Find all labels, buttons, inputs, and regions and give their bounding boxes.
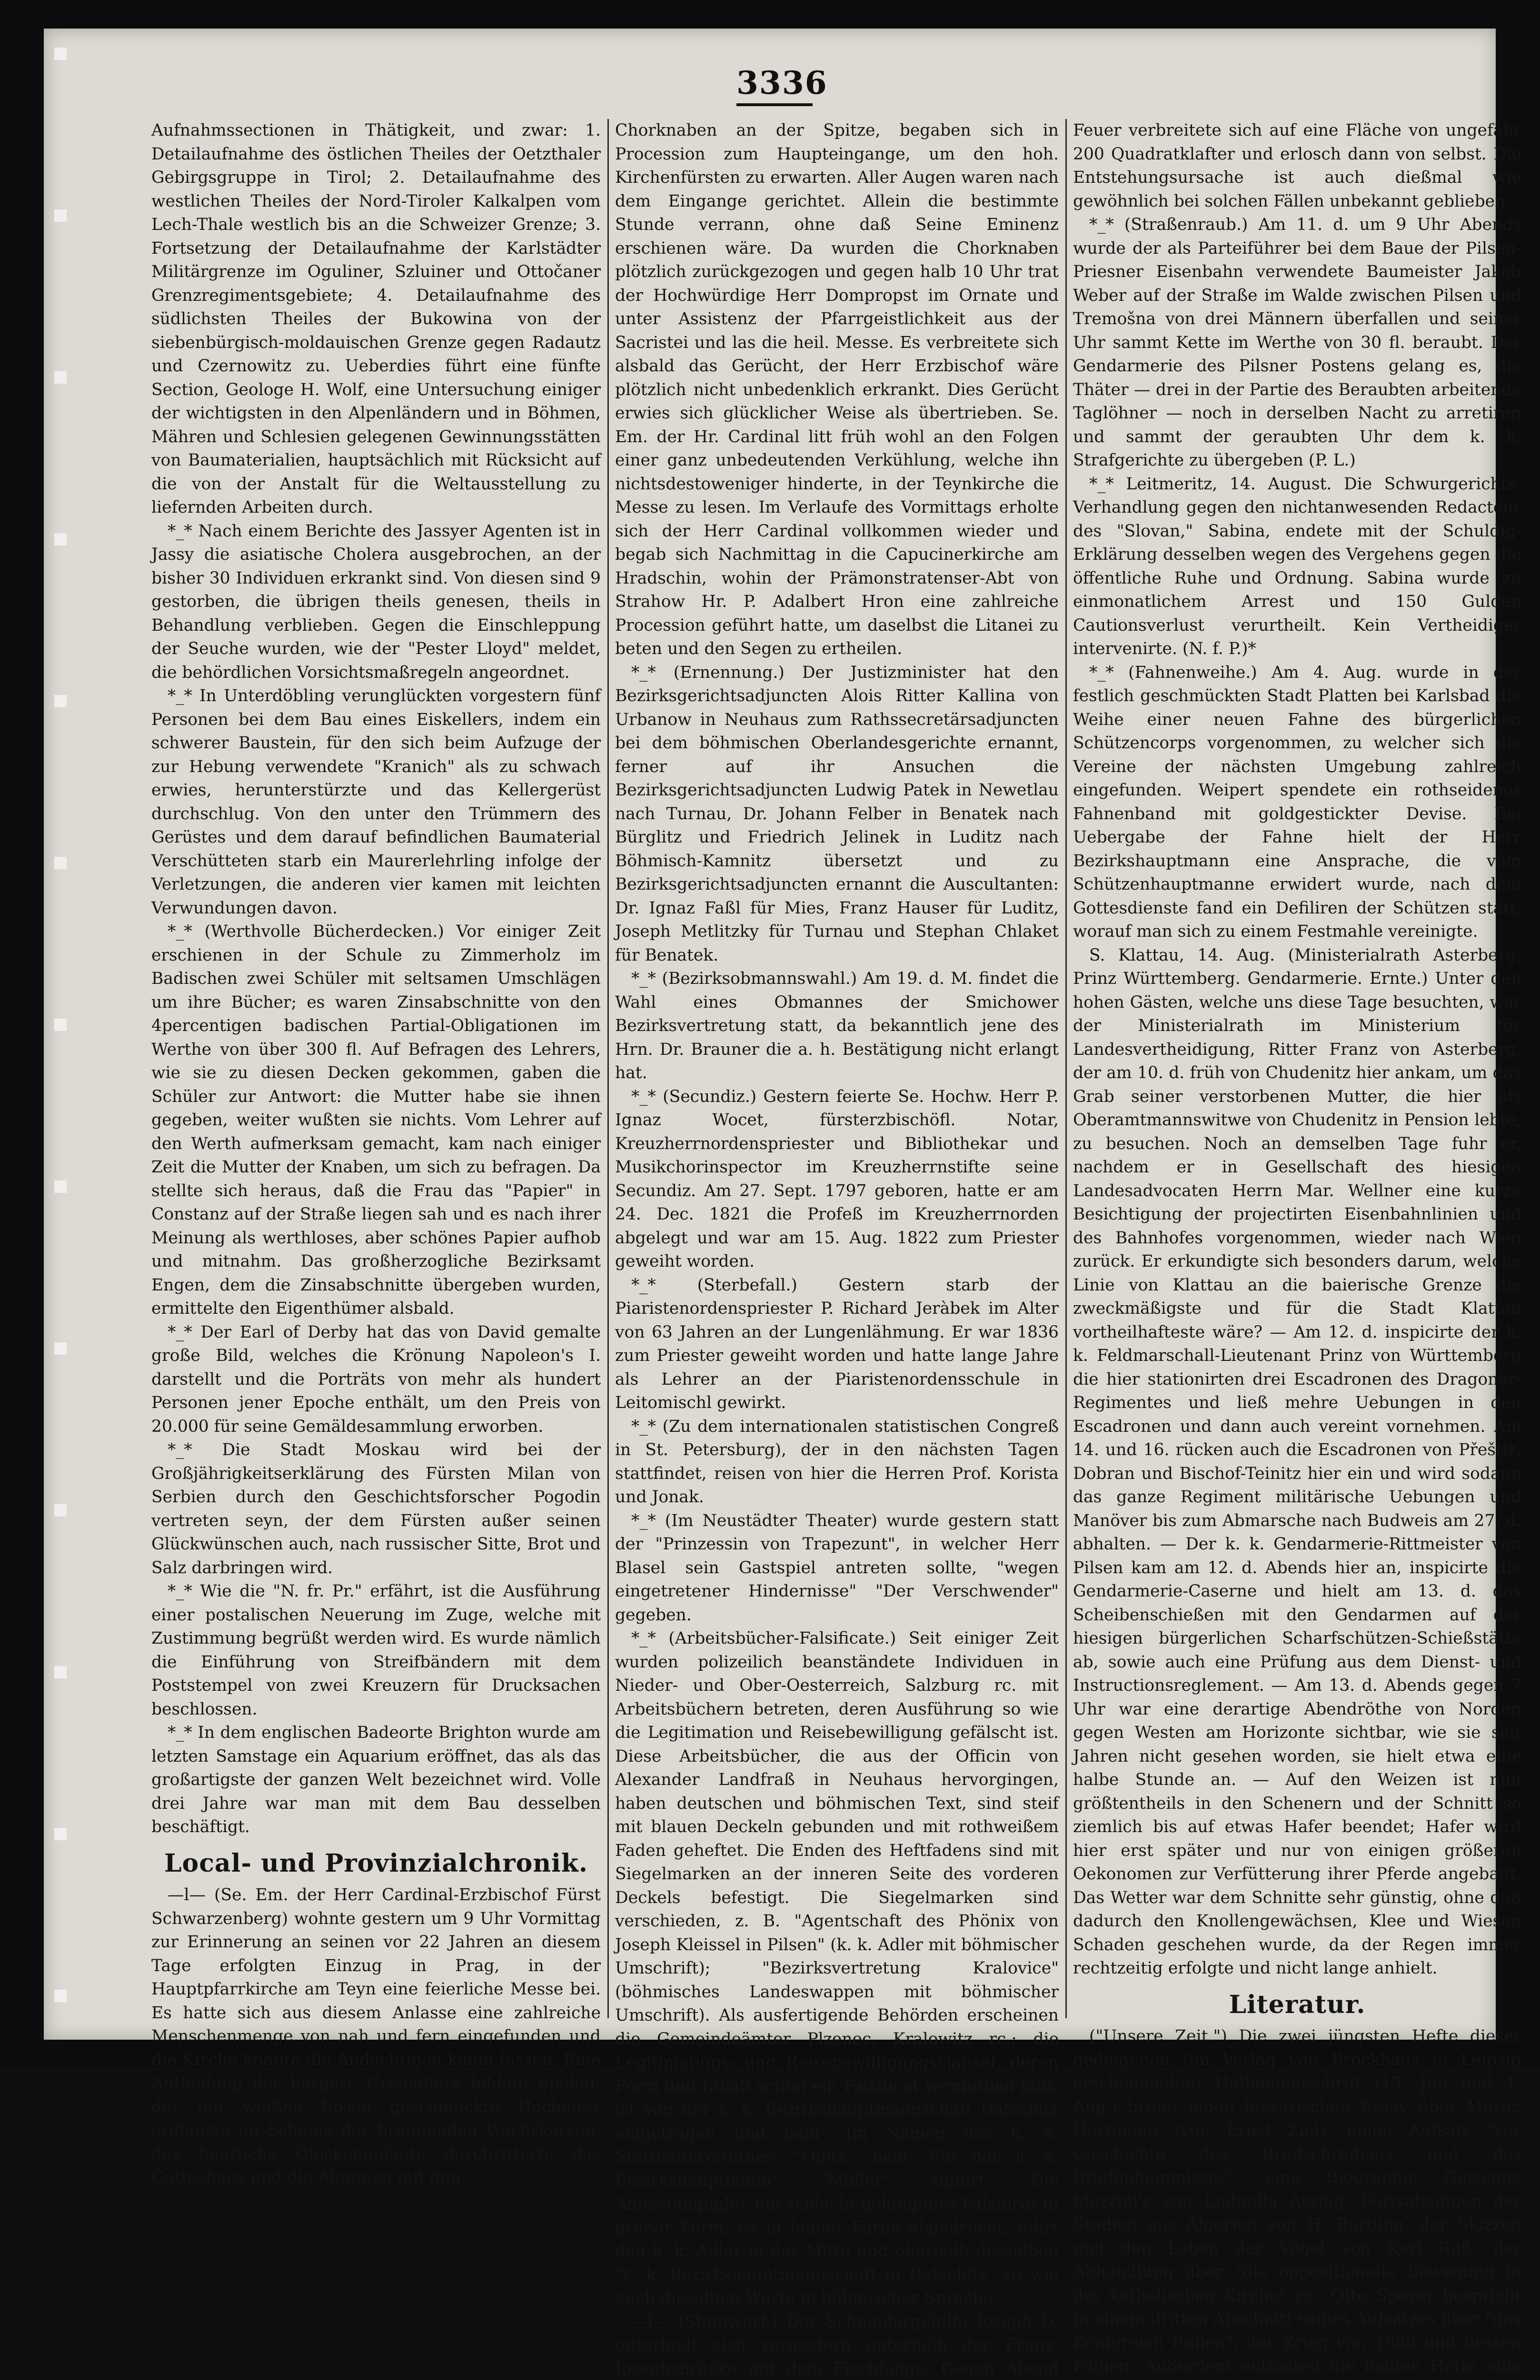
article-postal-bands: *_* Wie die "N. fr. Pr." erfährt, ist die Ausführung einer postalischen Neuerung im Zuge, welche mit Zustimmung begrüßt werden wird. Es wurde nämlich die Einführung von Streifbändern mit dem Poststempel von zwei Kreuzern für Drucksachen beschlossen. [151, 1580, 601, 1721]
column-middle [615, 119, 1059, 2013]
article-klattau-report: S. Klattau, 14. Aug. (Ministerialrath Asterberg. Prinz Württemberg. Gendarmerie. Ernte.) Unter den hohen Gästen, welche uns diese Tage besuchten, war der Ministerialrath im Ministerium für Landesvertheidigung, Ritter Franz von Asterberg, der am 10. d. früh von Chudenitz hier ankam, um das Grab seiner verstorbenen Mutter, die hier als Oberamtmannswitwe von Chudenitz in Pension lebte, zu besuchen. Noch an demselben Tage fuhr er, nachdem er in Gesellschaft des hiesigen Landesadvocaten Herrn Mar. Wellner eine kurze Besichtigung der projectirten Eisenbahnlinien und des Bahnhofes vorgenommen, wieder nach Wien zurück. Er erkundigte sich besonders darum, welche Linie von Klattau an die baierische Grenze die zweckmäßigste und für die Stadt Klattau vortheilhafteste wäre? — Am 12. d. inspicirte der k. k. Feldmarschall-Lieutenant Prinz von Württemberg die hier stationirten drei Escadronen des Dragoner-Regimentes und ließ mehre Uebungen in den Escadronen und dann auch vereint vornehmen. Am 14. und 16. rücken auch die Escadronen von Přeštiz, Dobran und Bischof-Teinitz hier ein und wird sodann das ganze Regiment militärische Uebungen und Manöver bis zum Abmarsche nach Budweis am 27. d. abhalten. — Der k. k. Gendarmerie-Rittmeister von Pilsen kam am 12. d. Abends hier an, inspicirte die Gendarmerie-Caserne und hielt am 13. d. das Scheibenschießen mit den Gendarmen auf der hiesigen bürgerlichen Scharfschützen-Schießstätte ab, sowie auch eine Prüfung aus dem Dienst- und Instructionsreglement. — Am 13. d. Abends gegen 7 Uhr war eine derartige Abendröthe von Norden gegen Westen am Horizonte sichtbar, wie sie seit Jahren nicht gesehen worden, sie hielt etwa eine halbe Stunde an. — Auf den Weizen ist nun größtentheils in den Schenern und der Schnitt so ziemlich bis auf etwas Hafer beendet; Hafer wird hier erst später und nur von einigen größeren Oekonomen zur Verfütterung ihrer Pferde angebaut. Das Wetter war dem Schnitte sehr günstig, ohne daß dadurch den Knollengewächsen, Klee und Wiesen Schaden geschehen wurde, da der Regen immer rechtzeitig erfolgte und nicht lange anhielt. [1073, 944, 1521, 1981]
page-number: 3336 [736, 64, 813, 106]
film-hole [54, 1180, 67, 1193]
article-forged-workbooks: *_* (Arbeitsbücher-Falsificate.) Seit einiger Zeit wurden polizeilich beanständete Individuen in Nieder- und Ober-Oesterreich, Salzburg rc. mit Arbeitsbüchern betreten, deren Ausführung so wie die Legitimation und Reisebewilligung gefälscht ist. Diese Arbeitsbücher, die aus der Officin von Alexander Landfraß in Neuhaus hervorgingen, haben deutschen und böhmischen Text, sind steif mit blauen Deckeln gebunden und mit rothweißem Faden geheftet. Die Enden des Heftfadens sind mit Siegelmarken an der inneren Seite des vorderen Deckels befestigt. Die Siegelmarken sind verschieden, z. B. "Agentschaft des Phönix von Joseph Kleissel in Pilsen" (k. k. Adler mit böhmischer Umschrift); "Bezirksvertretung Kralovice" (böhmisches Landeswappen mit böhmischer Umschrift). Als ausfertigende Behörden erscheinen die Gemeindeämter Plzenec, Kralowitz rc.; die Legitimations- und Reisebewilligungsclausel, deren Form und Inhalt schon ein Falsificat vermuthen läßt, ist von der k. k. Bezirkshauptmannschaft Datschitz eingetragen und bald "Im Namen des k. k. Statthaltereirathes" "Opitz," bald "Für den k. k. Bezirkshauptmann" "Müller" signirt. Die Amtsstampiglie, ein schlecht gelungenes Falsificat in großer Form, ist in blauer Farbe abgedruckt, führt den k. k. Adler in der Mitte und oberhalb desselben "k. k. Bezirkshauptmannschaft in Datschitz" so wie auch dieselben Worte in böhmischer Sprache. [615, 1627, 1059, 2311]
column-rule [607, 119, 609, 2018]
article-survey-sections: Aufnahmssectionen in Thätigkeit, und zwar: 1. Detailaufnahme des östlichen Theiles der Oetzthaler Gebirgsgruppe in Tirol; 2. Detailaufnahme des westlichen Theiles der Nord-Tiroler Kalkalpen vom Lech-Thale westlich bis an die Schweizer Grenze; 3. Fortsetzung der Detailaufnahme der Karlstädter Militärgrenze im Oguliner, Szluiner und Ottočaner Grenzregimentsgebiete; 4. Detailaufnahme des südlichsten Theiles der Bukowina von der siebenbürgisch-moldauischen Grenze gegen Radautz und Czernowitz zu. Ueberdies führt eine fünfte Section, Geologe H. Wolf, eine Untersuchung einiger der wichtigsten in den Alpenländern und in Böhmen, Mähren und Schlesien gelegenen Gewinnungsstätten von Baumaterialien, hauptsächlich mit Rücksicht auf die von der Anstalt für die Weltausstellung zu liefernden Arbeiten durch. [151, 119, 601, 520]
article-book-covers: *_* (Werthvolle Bücherdecken.) Vor einiger Zeit erschienen in der Schule zu Zimmerholz im Badischen zwei Schüler mit seltsamen Umschlägen um ihre Bücher; es waren Zinsabschnitte von den 4percentigen badischen Partial-Obligationen im Werthe von über 300 fl. Auf Befragen des Lehrers, wie sie zu diesen Decken gekommen, gaben die Schüler zur Antwort: die Mutter habe sie ihnen gegeben, weiter wußten sie nichts. Vom Lehrer auf den Werth aufmerksam gemacht, kam nach einiger Zeit die Mutter der Knaben, um sich zu befragen. Da stellte sich heraus, daß die Frau das "Papier" in Constanz auf der Straße liegen sah und es nach ihrer Meinung als werthloses, aber schönes Papier aufhob und mitnahm. Das großherzogliche Bezirksamt Engen, dem die Zinsabschnitte übergeben wurden, ermittelte den Eigenthümer alsbald. [151, 920, 601, 1321]
film-hole [54, 1342, 67, 1355]
article-brighton-aquarium: *_* In dem englischen Badeorte Brighton wurde am letzten Samstage ein Aquarium eröffnet, das als das großartigste der ganzen Welt bezeichnet wird. Volle drei Jahre war man mit dem Bau desselben beschäftigt. [151, 1721, 601, 1839]
column-left [151, 119, 601, 2013]
article-cardinal-schwarzenberg: —l— (Se. Em. der Herr Cardinal-Erzbischof Fürst Schwarzenberg) wohnte gestern um 9 Uhr Vormittag zur Erinnerung an seinen vor 22 Jahren an diesem Tage erfolgten Einzug in Prag, in der Hauptpfarrkirche am Teyn eine feierliche Messe bei. Es hatte sich aus diesem Anlasse eine zahlreiche Menschenmenge von nah und fern eingefunden und die Kirche konnte die Andächtigen kaum fassen. Eine Abtheilung der bürgerl. Grenadiere bildete Spalier, der mit weißen Rosen geschmückte Hochaltar erglänzte im Scheine der brennenden Wachskerzen, das feierliche Glockengeläute durchzitterte das Gotteshaus und die Alumnen mit den [151, 1884, 601, 2190]
article-district-election: *_* (Bezirksobmannswahl.) Am 19. d. M. findet die Wahl eines Obmannes der Smichower Bezirksvertretung statt, da bekanntlich jene des Hrn. Dr. Brauner die a. h. Bestätigung nicht erlangt hat. [615, 967, 1059, 1085]
column-rule [1065, 119, 1067, 2018]
article-neustadt-theater: *_* (Im Neustädter Theater) wurde gestern statt der "Prinzessin von Trapezunt", in welcher Herr Blasel sein Gastspiel antreten sollte, "wegen eingetretener Hindernisse" "Der Verschwender" gegeben. [615, 1509, 1059, 1627]
article-appointment: *_* (Ernennung.) Der Justizminister hat den Bezirksgerichtsadjuncten Alois Ritter Kallina von Urbanow in Neuhaus zum Rathssecretärsadjuncten bei dem böhmischen Oberlandesgerichte ernannt, ferner auf ihr Ansuchen die Bezirksgerichtsadjuncten Ludwig Patek in Newetlau nach Turnau, Dr. Johann Felber in Benatek nach Bürglitz und Friedrich Jelinek in Luditz nach Böhmisch-Kamnitz übersetzt und zu Bezirksgerichtsadjuncten ernannt die Auscultanten: Dr. Ignaz Faßl für Mies, Franz Hauser für Luditz, Joseph Metlitzky für Turnau und Stephan Chlaket für Benatek. [615, 661, 1059, 968]
article-cardinal-continued: Chorknaben an der Spitze, begaben sich in Procession zum Haupteingange, um den hoh. Kirchenfürsten zu erwarten. Aller Augen waren nach dem Eingange gerichtet. Allein die bestimmte Stunde verrann, ohne daß Seine Eminenz erschienen wäre. Da wurden die Chorknaben plötzlich zurückgezogen und gegen halb 10 Uhr trat der Hochwürdige Herr Dompropst im Ornate und unter Assistenz der Pfarrgeistlichkeit aus der Sacristei und las die heil. Messe. Es verbreitete sich alsbald das Gerücht, der Herr Erzbischof wäre plötzlich nicht unbedenklich erkrankt. Dies Gerücht erwies sich glücklicher Weise als übertrieben. Se. Em. der Hr. Cardinal litt früh wohl an den Folgen einer ganz unbedeutenden Verkühlung, welche ihn nichtsdestoweniger hinderte, in der Teynkirche die Messe zu lesen. Im Verlaufe des Vormittags erholte sich der Herr Cardinal vollkommen wieder und begab sich Nachmittag in die Capucinerkirche am Hradschin, wohin der Prämonstratenser-Abt von Strahow Hr. P. Adalbert Hron eine zahlreiche Procession geführt hatte, um daselbst die Litanei zu beten und den Segen zu ertheilen. [615, 119, 1059, 661]
newspaper-page [44, 29, 1496, 2040]
film-hole [54, 1990, 67, 2002]
article-unsere-zeit: ("Unsere Zeit.") Die zwei jüngsten Hefte dieser gediegenen (im Verlag von Brockhaus in Leipzig erscheinenden) Halbmonatschrift (15. Juli und 1. Aug.) bringt einen literarischen Essay über Moritz Hartmann (von Ernst Ziel), einen Aufsatz "zur Geschichte des Briefschreibens und des Briefgeheimnisses", eine Biographie Giuseppe Mazzini's von Ludmilla Assing, Fortsetzungen der Studien aus Algerien von H. Bartling, der Skizzen und den Leben der Vögel von Karl Ruß, der Abhandlung über "die oppositionelle Bewegung in der katholischen Kirche" rc., Otto Speyer bespricht in einem dritten Abschnitt seines Aufsatzes über "das Königreich Italien", der Krieg von 1866 und dessen Folgen. Außerdem enthalten die beiden Hefte eine [1073, 2025, 1521, 2380]
article-stubble-fire-continued: Feuer verbreitete sich auf eine Fläche von ungefähr 200 Quadratklafter und erlosch dann von selbst. Die Entstehungsursache ist auch dießmal wie gewöhnlich bei solchen Fällen unbekannt geblieben. [1073, 119, 1521, 213]
film-hole [54, 533, 67, 545]
article-statistics-congress: *_* (Zu dem internationalen statistischen Congreß in St. Petersburg), der in den nächsten Tagen stattfindet, reisen von hier die Herren Prof. Korista und Jonak. [615, 1415, 1059, 1509]
article-unterdoebling-accident: *_* In Unterdöbling verunglückten vorgestern fünf Personen bei dem Bau eines Eiskellers, indem ein schwerer Baustein, für den sich beim Aufzuge der zur Hebung verwendete "Kranich" als zu schwach erwies, herunterstürzte und das Kellergerüst durchschlug. Von den unter den Trümmern des Gerüstes und dem darauf befindlichen Baumaterial Verschütteten starb ein Maurerlehrling infolge der Verletzungen, die anderen vier kamen mit leichten Verwundungen davon. [151, 684, 601, 920]
section-heading-local-chronicle: Local- und Provinzialchronik. [151, 1852, 601, 1875]
article-moscow-serbia: *_* Die Stadt Moskau wird bei der Großjährigkeitserklärung des Fürsten Milan von Serbien durch den Geschichtsforscher Pogodin vertreten seyn, der dem Fürsten außer seinen Glückwünschen auch, nach russischer Sitte, Brot und Salz darbringen wird. [151, 1438, 601, 1580]
column-right [1073, 119, 1521, 2013]
article-cholera-jassy: *_* Nach einem Berichte des Jassyer Agenten ist in Jassy die asiatische Cholera ausgebrochen, an der bisher 30 Individuen erkrankt sind. Von diesen sind 9 gestorben, die übrigen theils genesen, theils in Behandlung verblieben. Gegen die Einschleppung der Seuche wurden, wie der "Pester Lloyd" meldet, die behördlichen Vorsichtsmaßregeln angeordnet. [151, 520, 601, 685]
article-earl-of-derby: *_* Der Earl of Derby hat das von David gemalte große Bild, welches die Krönung Napoleon's I. darstellt und die Porträts von mehr als hundert Personen jener Epoche enthält, um den Preis von 20.000 für seine Gemäldesammlung erworben. [151, 1321, 601, 1439]
article-highway-robbery: *_* (Straßenraub.) Am 11. d. um 9 Uhr Abends wurde der als Parteiführer bei dem Baue der Pilsen-Priesner Eisenbahn verwendete Baumeister Jakob Weber auf der Straße im Walde zwischen Pilsen und Tremošna von drei Männern überfallen und seiner Uhr sammt Kette im Werthe von 30 fl. beraubt. Der Gendarmerie des Pilsner Postens gelang es, die Thäter — drei in der Partie des Beraubten arbeitende Taglöhner — noch in derselben Nacht zu arretiren und sammt der geraubten Uhr dem k. k. Strafgerichte zu übergeben (P. L.) [1073, 213, 1521, 473]
film-hole [54, 1666, 67, 1678]
film-hole [54, 48, 67, 60]
article-flag-consecration: *_* (Fahnenweihe.) Am 4. Aug. wurde in der festlich geschmückten Stadt Platten bei Karlsbad die Weihe einer neuen Fahne des bürgerlichen Schützencorps vorgenommen, zu welcher sich die Vereine der nächsten Umgebung zahlreich eingefunden. Weipert spendete ein rothseidenes Fahnenband mit goldgestickter Devise. Bei Uebergabe der Fahne hielt der Herr Bezirkshauptmann eine Ansprache, die vom Schützenhauptmanne erwidert wurde, nach dem Gottesdienste fand ein Defiliren der Schützen statt, worauf man sich zu einem Festmahle vereinigte. [1073, 661, 1521, 944]
film-hole [54, 695, 67, 707]
film-hole [54, 1019, 67, 1031]
article-secundiz: *_* (Secundiz.) Gestern feierte Se. Hochw. Herr P. Ignaz Wocet, fürsterzbischöfl. Notar, Kreuzherrnordenspriester und Bibliothekar und Musikchorinspector im Kreuzherrnstifte seine Secundiz. Am 27. Sept. 1797 geboren, hatte er am 24. Dec. 1821 die Profeß im Kreuzherrnorden abgelegt und war am 15. Aug. 1822 zum Priester geweiht worden. [615, 1085, 1059, 1274]
film-hole [54, 1828, 67, 1840]
article-death: *_* (Sterbefall.) Gestern starb der Piaristenordenspriester P. Richard Jeràbek im Alter von 63 Jahren an der Lungenlähmung. Er war 1836 zum Priester geweiht worden und hatte lange Jahre als Lehrer an der Piaristenordensschule in Leitomischl gewirkt. [615, 1274, 1059, 1415]
article-leitmeritz-trial: *_* Leitmeritz, 14. August. Die Schwurgerichts-Verhandlung gegen den nichtanwesenden Redacteur des "Slovan," Sabina, endete mit der Schuldig-Erklärung desselben wegen des Vergehens gegen die öffentliche Ruhe und Ordnung. Sabina wurde zu einmonatlichem Arrest und 150 Gulden Cautionsverlust verurtheilt. Kein Vertheidiger intervenirte. (N. f. P.)* [1073, 473, 1521, 661]
film-hole [54, 371, 67, 384]
section-heading-literature: Literatur. [1073, 1993, 1521, 2017]
film-hole [54, 857, 67, 869]
film-hole [54, 1504, 67, 1517]
article-stone-throw: —l— (Steinwurf.) Der Schneidergehilfe Joseph D. unterhielt sich vorgestern unterhalb der Franz-Josephsbrücke mit dem Fischfange. Gegen Abend [615, 2311, 1059, 2380]
film-hole [54, 209, 67, 222]
